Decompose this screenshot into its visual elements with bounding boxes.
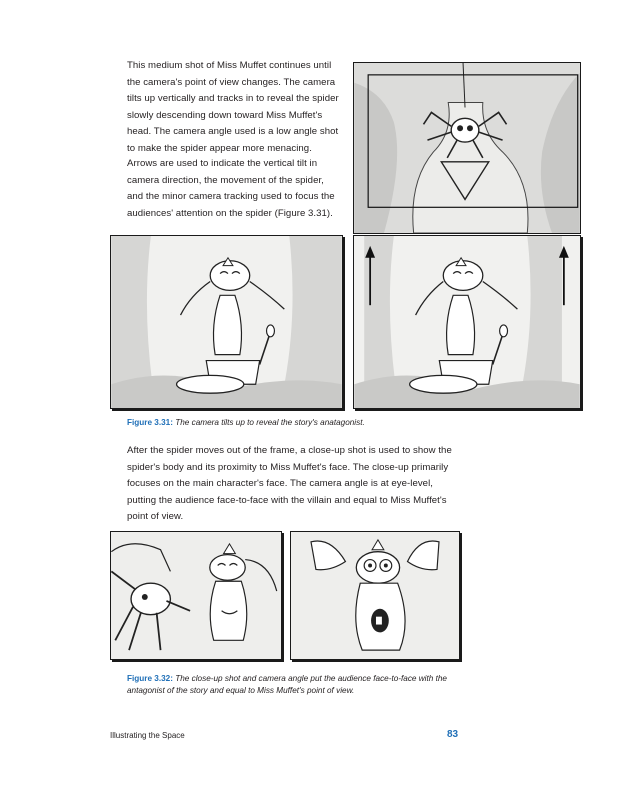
storyboard-panel-miss-muffet-1 — [110, 235, 343, 409]
page-number: 83 — [447, 729, 459, 740]
paragraph-medium-shot: This medium shot of Miss Muffet continues until the camera's point of view changes. The camera tilts up vertically and tracks in to reveal the spider slowly descending down toward Miss Muffet's head. The camera angle used is a low angle shot to make the spider appear more menacing. — [127, 60, 339, 154]
running-footer-section: Illustrating the Space — [110, 731, 185, 740]
storyboard-panel-spider-tilt — [353, 62, 581, 234]
closeup-muffet-sketch — [291, 532, 459, 659]
figure-3-31-text: The camera tilts up to reveal the story's anatagonist. — [175, 418, 365, 427]
paragraph-arrows: Arrows are used to indicate the vertical tilt in camera direction, the movement of the spider, and the minor camera tracking used to focus the audiences' attention on the spider (Figure 3.31). — [127, 158, 335, 219]
figure-3-32-caption — [127, 673, 447, 696]
miss-muffet-tilt-sketch — [354, 236, 580, 408]
storyboard-panel-closeup-spider — [110, 531, 282, 660]
figure-3-32-text: The close-up shot and camera angle put the audience face-to-face with the antagonist of the story and equal to Miss Muffet's point of view. — [127, 674, 447, 695]
figure-3-31-label: Figure 3.31: — [127, 418, 173, 427]
miss-muffet-sketch — [111, 236, 342, 408]
paragraph-close-up: After the spider moves out of the frame, a close-up shot is used to show the spider's body and its proximity to Miss Muffet's face. The close-up primarily focuses on the main character's face. The camera angle is at eye-level, putting the audience face-to-face with the villain and equal to Miss Muffet's point of view. — [127, 445, 452, 523]
storyboard-panel-miss-muffet-2 — [353, 235, 581, 409]
storyboard-panel-closeup-muffet — [290, 531, 460, 660]
spider-sketch — [354, 63, 580, 233]
closeup-spider-sketch — [111, 532, 281, 659]
figure-3-32-label: Figure 3.32: — [127, 674, 173, 683]
figure-3-31-caption — [127, 417, 467, 429]
